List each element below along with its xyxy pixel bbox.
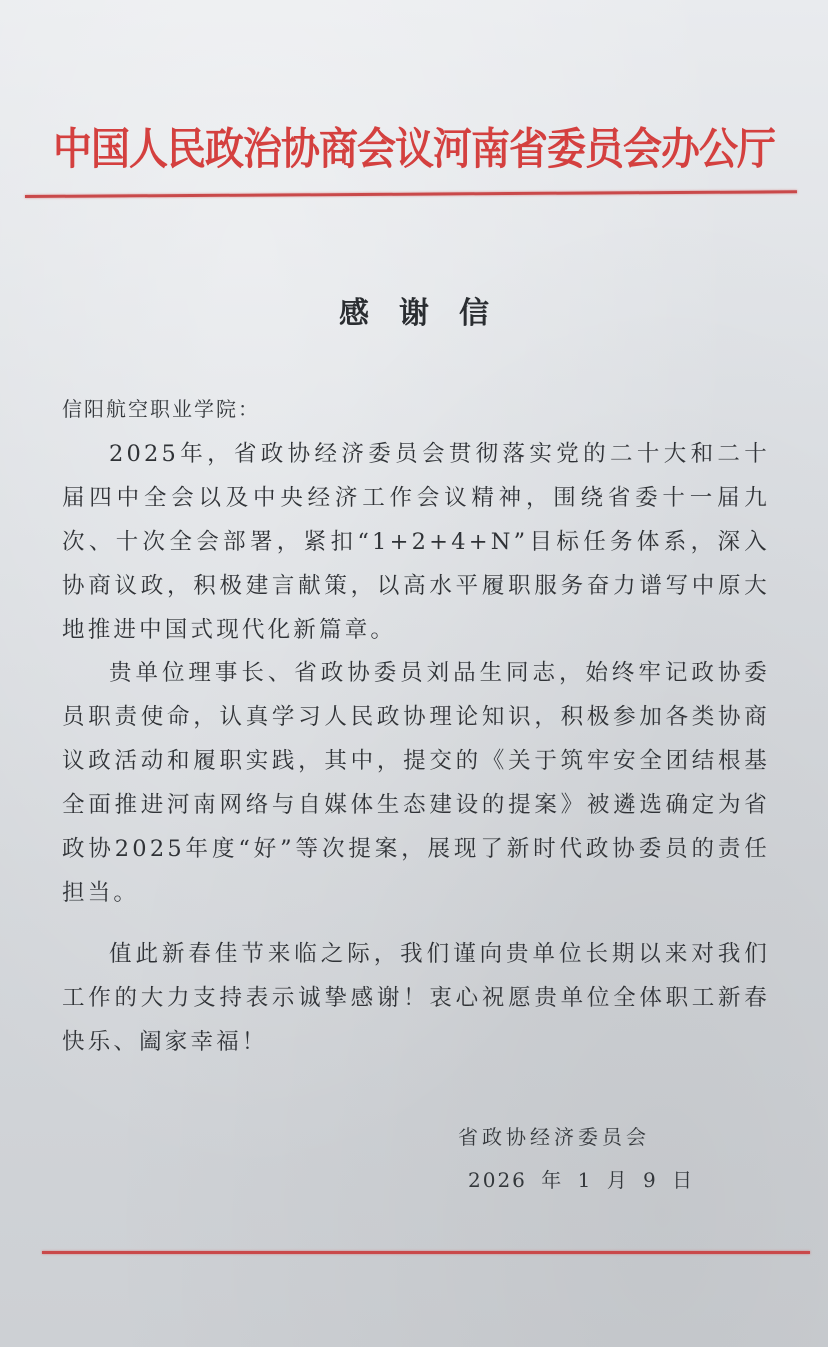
document-title: 感谢信 [339, 296, 519, 331]
footer-red-divider [42, 1251, 810, 1254]
signature-date: 2026 年 1 月 9 日 [468, 1168, 695, 1192]
letterhead-red-divider [25, 190, 797, 198]
body-paragraph-3: 值此新春佳节来临之际，我们谨向贵单位长期以来对我们工作的大力支持表示诚挚感谢！衷心祝愿贵单位全体职工新春快乐、阖家幸福！ [62, 941, 770, 1055]
body-paragraph-1: 2025年，省政协经济委员会贯彻落实党的二十大和二十届四中全会以及中央经济工作会议精神，围绕省委十一届九次、十次全会部署，紧扣“1+2+4+N”目标任务体系，深入协商议政，积极建言献策，以高水平履职服务奋力谱写中原大地推进中国式现代化新篇章。 [62, 441, 770, 643]
letterhead-org-name: 中国人民政治协商会议河南省委员会办公厅 [52, 123, 775, 176]
salutation: 信阳航空职业学院： [62, 397, 260, 421]
body-paragraph-2: 贵单位理事长、省政协委员刘品生同志，始终牢记政协委员职责使命，认真学习人民政协理论知识，积极参加各类协商议政活动和履职实践，其中，提交的《关于筑牢安全团结根基 全面推进河南网络与自媒体生态建设的提案》被遴选确定为省政协2025年度“好”等次提案，展现了新时代政协委员的责任担当。 [62, 660, 770, 906]
signature: 省政协经济委员会 [458, 1125, 650, 1149]
